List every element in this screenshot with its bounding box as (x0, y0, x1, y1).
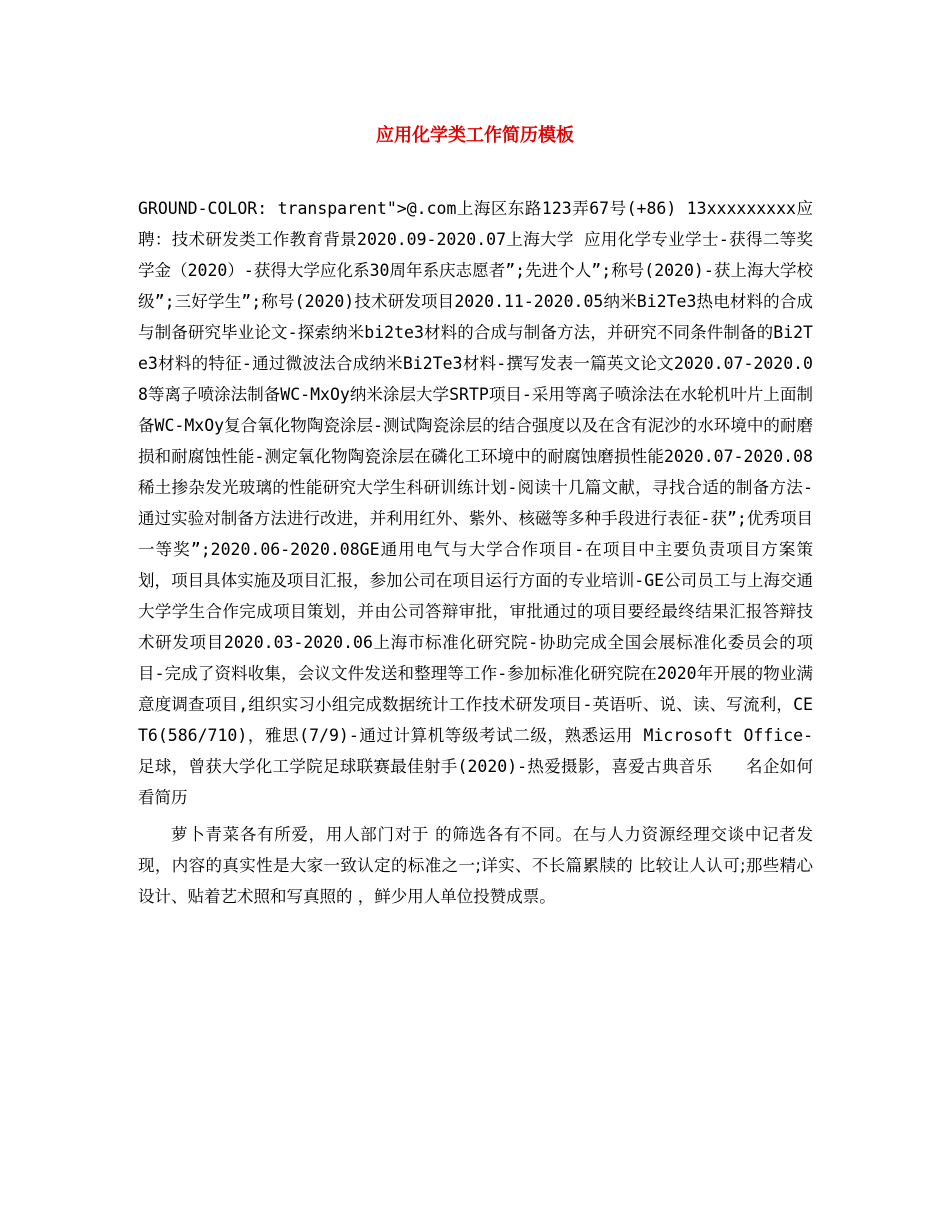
resume-paragraph (138, 193, 813, 813)
resume-paragraph-text: GROUND-COLOR: transparent">@.com上海区东路123弄67号(+86) 13xxxxxxxxx应聘：技术研发类工作教育背景2020.09-2020.07上海大学 应用化学专业学士-获得二等奖学金（2020）-获得大学应化系30周年系庆志愿者”;先进个人”;称号(2020)-获上海大学校级”;三好学生”;称号(2020)技术研发项目2020.11-2020.05纳米Bi2Te3热电材料的合成与制备研究毕业论文-探索纳米bi2te3材料的合成与制备方法，并研究不同条件制备的Bi2Te3材料的特征-通过微波法合成纳米Bi2Te3材料-撰写发表一篇英文论文2020.07-2020.08等离子喷涂法制备WC-MxOy纳米涂层大学SRTP项目-采用等离子喷涂法在水轮机叶片上面制备WC-MxOy复合氧化物陶瓷涂层-测试陶瓷涂层的结合强度以及在含有泥沙的水环境中的耐磨损和耐腐蚀性能-测定氧化物陶瓷涂层在磷化工环境中的耐腐蚀磨损性能2020.07-2020.08稀土掺杂发光玻璃的性能研究大学生科研训练计划-阅读十几篇文献，寻找合适的制备方法-通过实验对制备方法进行改进，并利用红外、紫外、核磁等多种手段进行表征-获”;优秀项目一等奖”;2020.06-2020.08GE通用电气与大学合作项目-在项目中主要负责项目方案策划，项目具体实施及项目汇报，参加公司在项目运行方面的专业培训-GE公司员工与上海交通大学学生合作完成项目策划，并由公司答辩审批，审批通过的项目要经最终结果汇报答辩技术研发项目2020.03-2020.06上海市标准化研究院-协助完成全国会展标准化委员会的项目-完成了资料收集，会议文件发送和整理等工作-参加标准化研究院在2020年开展的物业满意度调查项目,组织实习小组完成数据统计工作技术研发项目-英语听、说、读、写流利，CET6(586/710)，雅思(7/9)-通过计算机等级考试二级，熟悉运用 Microsoft Office-足球，曾获大学化工学院足球联赛最佳射手(2020)-热爱摄影，喜爱古典音乐 名企如何看简历 (138, 199, 813, 807)
document-title: 应用化学类工作简历模板 (376, 125, 574, 146)
commentary-paragraph-text: 萝卜青菜各有所爱，用人部门对于 的筛选各有不同。在与人力资源经理交谈中记者发现，内容的真实性是大家一致认定的标准之一;详实、不长篇累牍的 比较让人认可;那些精心设计、贴着艺术照和写真照的 ，鲜少用人单位投赞成票。 (138, 825, 813, 906)
commentary-paragraph (138, 819, 813, 912)
